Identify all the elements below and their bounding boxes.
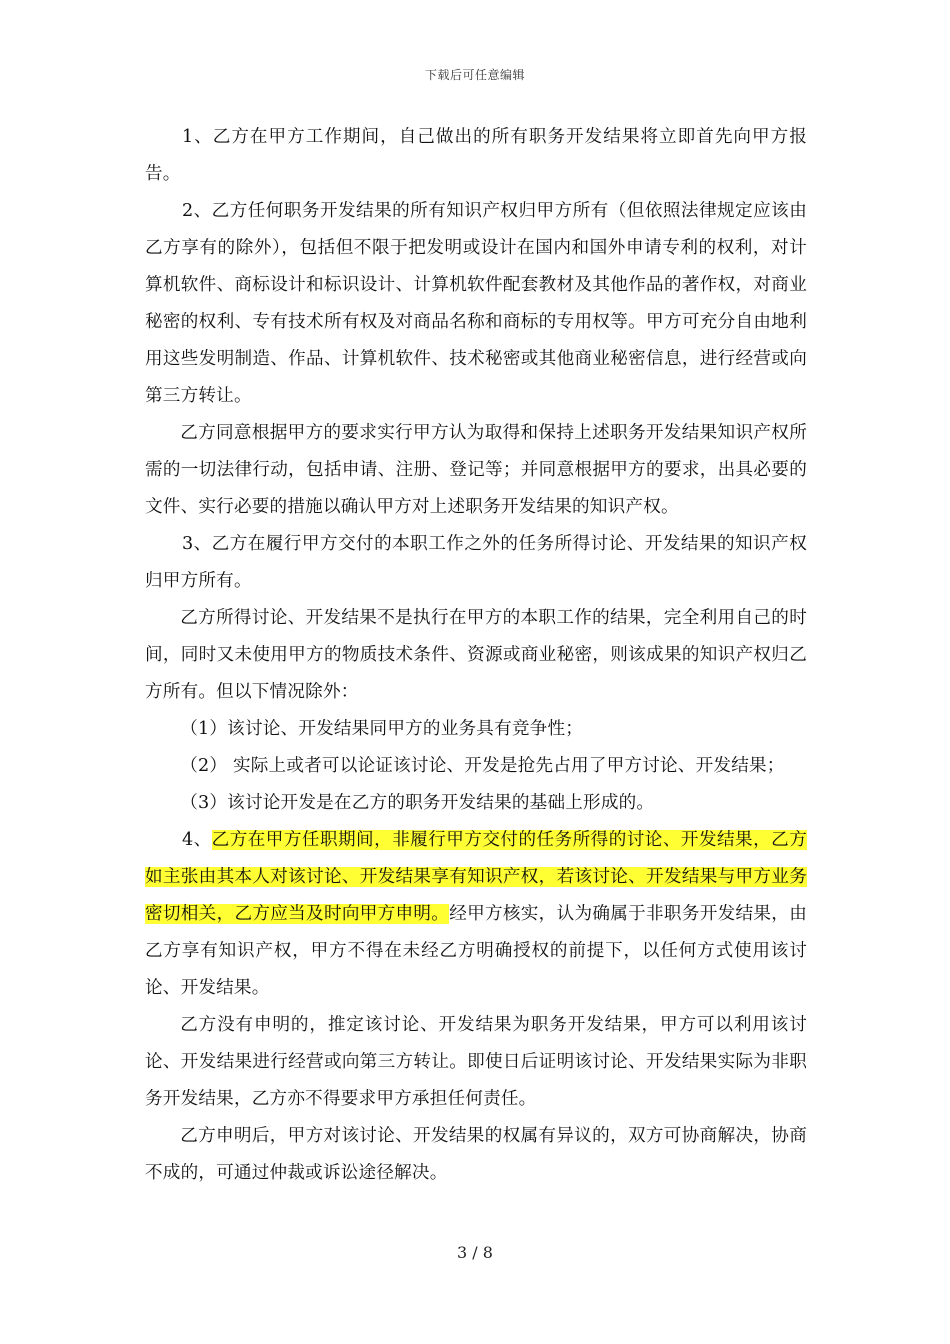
paragraph-clause-2: 2、乙方任何职务开发结果的所有知识产权归甲方所有（但依照法律规定应该由乙方享有的除外），包括但不限于把发明或设计在国内和国外申请专利的权利，对计算机软件、商标设计和标识设计、计算机软件配套教材及其他作品的著作权，对商业秘密的权利、专有技术所有权及对商品名称和商标的专用权等。甲方可充分自由地利用这些发明制造、作品、计算机软件、技术秘密或其他商业秘密信息，进行经营或向第三方转让。 bbox=[145, 201, 807, 406]
paragraph-exception-1: （1）该讨论、开发结果同甲方的业务具有竞争性； bbox=[180, 719, 584, 739]
clause-4-prefix: 4、 bbox=[181, 830, 212, 850]
page-number: 3 / 8 bbox=[457, 1243, 493, 1262]
clause-4-rest: 经甲方核实，认为确属于非职务开发结果，由乙方享有知识产权，甲方不得在未经乙方明确授权的前提下，以任何方式使用该讨论、开发结果。 bbox=[145, 904, 807, 998]
paragraph-clause-3: 3、乙方在履行甲方交付的本职工作之外的任务所得讨论、开发结果的知识产权归甲方所有。 bbox=[145, 534, 807, 591]
paragraph-no-declaration: 乙方没有申明的，推定该讨论、开发结果为职务开发结果，甲方可以利用该讨论、开发结果进行经营或向第三方转让。即使日后证明该讨论、开发结果实际为非职务开发结果，乙方亦不得要求甲方承担任何责任。 bbox=[145, 1015, 807, 1109]
document-body bbox=[145, 119, 807, 1192]
paragraph-clause-1: 1、乙方在甲方工作期间，自己做出的所有职务开发结果将立即首先向甲方报告。 bbox=[145, 127, 807, 184]
paragraph-dispute: 乙方申明后，甲方对该讨论、开发结果的权属有异议的，双方可协商解决，协商不成的，可通过仲裁或诉讼途径解决。 bbox=[145, 1126, 807, 1183]
paragraph-clause-4 bbox=[145, 822, 807, 1007]
highlighted-text: 乙方在甲方任职期间，非履行甲方交付的任务所得的讨论、开发结果，乙方如主张由其本人对该讨论、开发结果享有知识产权，若该讨论、开发结果与甲方业务密切相关，乙方应当及时向甲方申明。 bbox=[145, 830, 807, 924]
page-header: 下载后可任意编辑 bbox=[424, 68, 525, 82]
paragraph-exception-intro: 乙方所得讨论、开发结果不是执行在甲方的本职工作的结果，完全利用自己的时间，同时又未使用甲方的物质技术条件、资源或商业秘密，则该成果的知识产权归乙方所有。但以下情况除外： bbox=[145, 608, 807, 702]
paragraph-consent: 乙方同意根据甲方的要求实行甲方认为取得和保持上述职务开发结果知识产权所需的一切法律行动，包括申请、注册、登记等；并同意根据甲方的要求，出具必要的文件、实行必要的措施以确认甲方对上述职务开发结果的知识产权。 bbox=[145, 423, 807, 517]
paragraph-exception-2: （2） 实际上或者可以论证该讨论、开发是抢先占用了甲方讨论、开发结果； bbox=[180, 756, 785, 776]
paragraph-exception-3: （3）该讨论开发是在乙方的职务开发结果的基础上形成的。 bbox=[180, 793, 655, 813]
